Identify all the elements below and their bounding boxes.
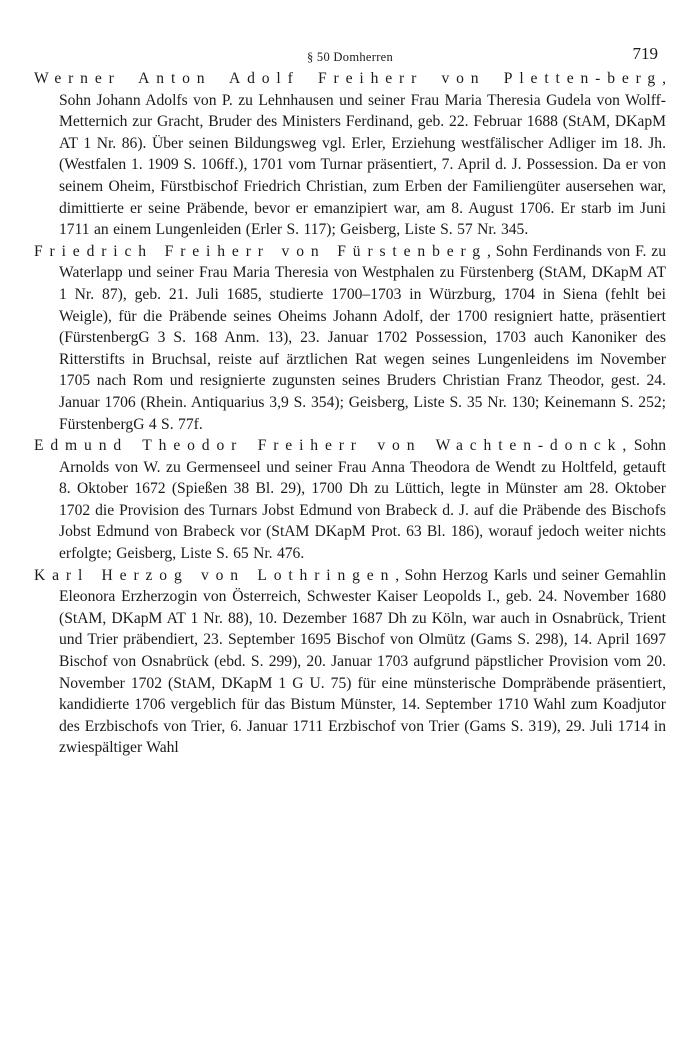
entry-name: Karl Herzog von Lothringen (34, 566, 396, 584)
entry-fuerstenberg (34, 241, 666, 435)
running-title: § 50 Domherren (306, 50, 394, 64)
entry-plettenberg (34, 68, 666, 241)
page-number: 719 (632, 44, 658, 63)
entry-lothringen (34, 565, 666, 759)
page-header (34, 44, 666, 68)
entry-text: , Sohn Johann Adolfs von P. zu Lehnhausen und seiner Frau Maria Theresia Gudela von Wolff-Metternich zur Gracht, Bruder des Ministers Ferdinand, geb. 22. Februar 1688 (StAM, DKapM AT 1 Nr. 86). Über seinen Bildungsweg vgl. Erler, Erziehung westfälischer Adliger im 18. Jh. (Westfalen 1. 1909 S. 106ff.), 1701 vom Turnar präsentiert, 7. April d. J. Possession. Da er von seinem Oheim, Fürstbischof Friedrich Christian, zum Erben der Familiengüter ausersehen war, dimittierte er seine Präbende, bevor er emanzipiert war, am 8. August 1706. Er starb im Juni 1711 an einem Lungenleiden (Erler S. 117); Geisberg, Liste S. 57 Nr. 345. (59, 70, 666, 239)
entry-name: Friedrich Freiherr von Fürstenberg (34, 242, 487, 260)
entry-name: Edmund Theodor Freiherr von Wachten-donck (34, 437, 623, 455)
entry-text: , Sohn Arnolds von W. zu Germenseel und seiner Frau Anna Theodora de Wendt zu Holtfeld, getauft 8. Oktober 1672 (Spießen 38 Bl. 29), 1700 Dh zu Lüttich, legte in Münster am 28. Oktober 1702 die Provision des Turnars Jobst Edmund von Brabeck d. J. auf die Präbende des Bischofs Jobst Edmund von Brabeck vor (StAM DKapM Prot. 63 Bl. 186), worauf jedoch weiter nichts erfolgte; Geisberg, Liste S. 65 Nr. 476. (59, 437, 666, 563)
document-page (34, 44, 666, 759)
entry-name: Werner Anton Adolf Freiherr von Pletten-berg (34, 70, 663, 87)
entry-wachtendonck (34, 435, 666, 565)
entry-text: , Sohn Ferdinands von F. zu Waterlapp und seiner Frau Maria Theresia von Westphalen zu Fürstenberg (StAM, DKapM AT 1 Nr. 87), geb. 21. Juli 1685, studierte 1700–1703 in Würzburg, 1704 in Siena (fehlt bei Weigle), für die Präbende seines Oheims Johann Adolf, der 1700 resigniert hatte, präsentiert (FürstenbergG 3 S. 168 Anm. 13), 23. Januar 1702 Possession, 1703 auch Kanoniker des Ritterstifts in Bruchsal, reiste auf ärztlichen Rat wegen seines Lungenleidens im November 1705 nach Rom und resignierte zugunsten seines Bruders Christian Franz Theodor, gest. 24. Januar 1706 (Rhein. Antiquarius 3,9 S. 354); Geisberg, Liste S. 35 Nr. 130; Keinemann S. 252; FürstenbergG 4 S. 77f. (59, 242, 666, 433)
entry-text: , Sohn Herzog Karls und seiner Gemahlin Eleonora Erzherzogin von Österreich, Schwester Kaiser Leopolds I., geb. 24. November 1680 (StAM, DKapM AT 1 Nr. 88), 10. Dezember 1687 Dh zu Köln, war auch in Osnabrück, Trient und Trier präbendiert, 23. September 1695 Bischof von Olmütz (Gams S. 298), 14. April 1697 Bischof von Osnabrück (ebd. S. 299), 20. Januar 1703 aufgrund päpstlicher Provision vom 20. November 1702 (StAM, DKapM 1 G U. 75) für eine münsterische Dompräbende präsentiert, kandidierte 1706 vergeblich für das Bistum Münster, 14. September 1710 Wahl zum Koadjutor des Erzbischofs von Trier, 6. Januar 1711 Erzbischof von Trier (Gams S. 319), 29. Juli 1714 in zwiespältiger Wahl (59, 566, 666, 757)
